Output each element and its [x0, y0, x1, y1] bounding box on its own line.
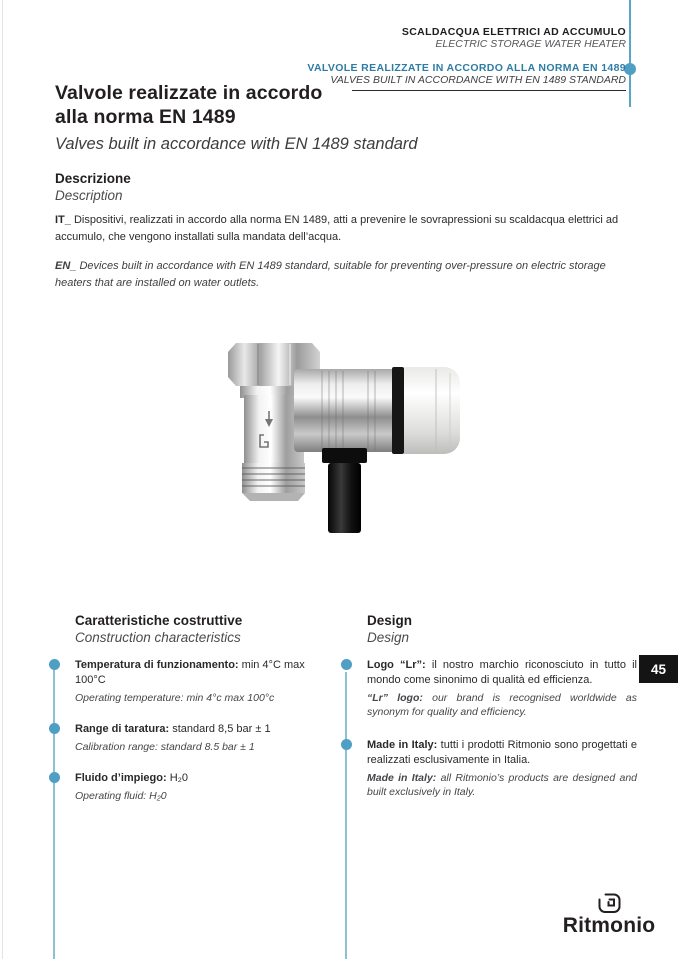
page-title-line2: alla norma EN 1489: [55, 105, 236, 128]
spec-label-it: Temperatura di funzionamento:: [75, 659, 239, 671]
construction-heading: [75, 612, 314, 646]
page-title-it: [55, 82, 418, 129]
spec-text-en: Operating temperature: min 4°c max 100°c: [75, 692, 275, 704]
header-category-en: ELECTRIC STORAGE WATER HEATER: [435, 38, 626, 50]
design-item-made-in-italy: [334, 738, 637, 799]
header-accent-line: [629, 0, 631, 107]
bullet-dot-icon: [341, 739, 352, 750]
design-heading-en: Design: [367, 630, 410, 645]
description-heading-en: Description: [55, 188, 123, 203]
header-section-it: VALVOLE REALIZZATE IN ACCORDO ALLA NORMA EN 1489: [307, 62, 626, 74]
page-title-line1: Valvole realizzate in accordo: [55, 82, 323, 104]
header-category-it: SCALDACQUA ELETTRICI AD ACCUMULO: [401, 26, 626, 38]
construction-heading-it: Caratteristiche costruttive: [75, 613, 243, 628]
spec-label-it: Range di taratura:: [75, 723, 170, 735]
design-text-en: [367, 771, 637, 799]
lang-label-en: EN_: [55, 260, 77, 272]
spec-text-it: [75, 658, 314, 688]
design-value-it: tutti i prodotti Ritmonio sono progettati e realizzati esclusivamente in Italia.: [367, 739, 637, 766]
spec-text-en: Calibration range: standard 8.5 bar ± 1: [75, 741, 255, 753]
ritmonio-logo-icon: [597, 892, 622, 915]
design-value-it: il nostro marchio riconosciuto in tutto il mondo come sinonimo di qualità ed efficienza.: [367, 659, 637, 686]
valve-illustration-icon: [222, 327, 470, 539]
design-item-logo-lr: [334, 658, 637, 719]
design-text-it: [367, 738, 637, 768]
bullet-dot-icon: [49, 723, 60, 734]
section-design: [334, 612, 637, 818]
spec-text-it: [75, 722, 314, 737]
design-heading-it: Design: [367, 613, 413, 628]
page-edge-line: [2, 0, 3, 959]
bullet-dot-icon: [49, 659, 60, 670]
brand-wordmark: Ritmonio: [562, 914, 656, 937]
section-construction-characteristics: [42, 612, 314, 820]
spec-text-it: [75, 771, 314, 786]
design-value-en: all Ritmonio’s products are designed and built exclusively in Italy.: [367, 772, 637, 798]
spec-value-it: H₂0: [166, 772, 189, 784]
design-heading: [367, 612, 637, 646]
spec-item-operating-fluid: [42, 771, 314, 803]
page-title-en: Valves built in accordance with EN 1489 standard: [55, 135, 418, 153]
description-heading: [55, 170, 131, 204]
design-label-en: Made in Italy:: [367, 772, 437, 784]
spec-item-temperature: [42, 658, 314, 705]
running-header: [307, 26, 626, 86]
spec-item-calibration-range: [42, 722, 314, 754]
spec-label-it: Fluido d’impiego:: [75, 772, 167, 784]
header-section-en: VALVES BUILT IN ACCORDANCE WITH EN 1489 STANDARD: [330, 74, 626, 86]
design-text-it: [367, 658, 637, 688]
description-paragraph-it: [55, 212, 635, 245]
spec-value-it: standard 8,5 bar ± 1: [169, 723, 271, 735]
page-number-badge: 45: [639, 655, 678, 683]
design-value-en: our brand is recognised worldwide as synonym for quality and efficiency.: [367, 692, 637, 718]
page-title-block: [55, 82, 418, 154]
brand-footer: [554, 892, 664, 937]
design-label-it: Logo “Lr”:: [367, 659, 426, 671]
description-heading-it: Descrizione: [55, 171, 131, 186]
product-photo-valve: [222, 327, 470, 539]
bullet-dot-icon: [49, 772, 60, 783]
lang-label-it: IT_: [55, 214, 71, 226]
description-text-it: Dispositivi, realizzati in accordo alla norma EN 1489, atti a prevenire le sovrapressioni su scaldacqua elettrici ad accumulo, che vengono installati sulla mandata dell’acqua.: [55, 214, 619, 243]
design-text-en: [367, 691, 637, 719]
spec-text-en: Operating fluid: H₂0: [75, 790, 167, 802]
design-label-it: Made in Italy:: [367, 739, 438, 751]
header-spacer: [307, 50, 626, 62]
construction-heading-en: Construction characteristics: [75, 630, 241, 645]
spec-value-it: min 4°C max 100°C: [75, 659, 305, 686]
bullet-dot-icon: [341, 659, 352, 670]
design-label-en: “Lr” logo:: [367, 692, 423, 704]
description-paragraph-en: [55, 258, 635, 291]
description-text-en: Devices built in accordance with EN 1489 standard, suitable for preventing over-pressure on electric storage heaters that are installed on water outlets.: [55, 260, 606, 289]
